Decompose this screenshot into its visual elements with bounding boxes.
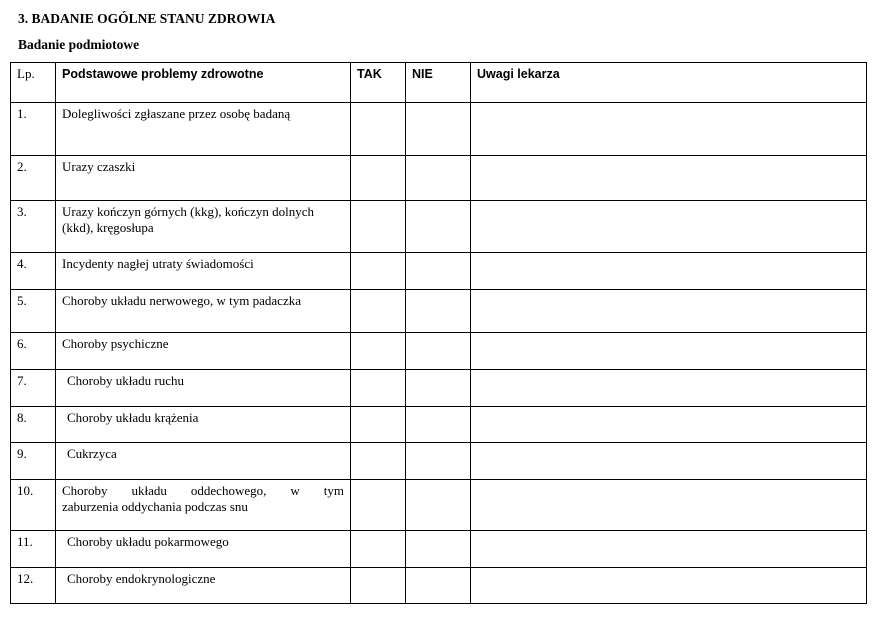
- row-number: 4.: [11, 253, 56, 290]
- nie-cell[interactable]: [406, 480, 471, 531]
- problem-label: Choroby układu ruchu: [56, 370, 351, 407]
- tak-cell[interactable]: [351, 531, 406, 568]
- uwagi-cell[interactable]: [471, 568, 867, 604]
- problem-label-line-2: zaburzenia oddychania podczas snu: [62, 499, 248, 514]
- table-row: [11, 201, 867, 253]
- table-row: [11, 568, 867, 604]
- problem-label: Urazy kończyn górnych (kkg), kończyn dolnych (kkd), kręgosłupa: [56, 201, 351, 253]
- row-number: 2.: [11, 156, 56, 201]
- uwagi-cell[interactable]: [471, 156, 867, 201]
- tak-cell[interactable]: [351, 333, 406, 370]
- table-row: [11, 103, 867, 156]
- problem-label: Choroby układu krążenia: [56, 407, 351, 443]
- uwagi-cell[interactable]: [471, 407, 867, 443]
- tak-cell[interactable]: [351, 568, 406, 604]
- table-row: [11, 407, 867, 443]
- row-number: 6.: [11, 333, 56, 370]
- tak-cell[interactable]: [351, 407, 406, 443]
- problem-label: Dolegliwości zgłaszane przez osobę badaną: [56, 103, 351, 156]
- column-header-tak: TAK: [351, 63, 406, 103]
- nie-cell[interactable]: [406, 156, 471, 201]
- problem-label-line-1: Choroby układu oddechowego, w tym: [62, 483, 344, 498]
- problem-label: Choroby układu pokarmowego: [56, 531, 351, 568]
- nie-cell[interactable]: [406, 253, 471, 290]
- problem-label: Cukrzyca: [56, 443, 351, 480]
- problem-label: Incydenty nagłej utraty świadomości: [56, 253, 351, 290]
- nie-cell[interactable]: [406, 201, 471, 253]
- table-row: [11, 531, 867, 568]
- uwagi-cell[interactable]: [471, 480, 867, 531]
- problem-label: Choroby psychiczne: [56, 333, 351, 370]
- nie-cell[interactable]: [406, 443, 471, 480]
- tak-cell[interactable]: [351, 480, 406, 531]
- uwagi-cell[interactable]: [471, 531, 867, 568]
- problem-label: [56, 480, 351, 531]
- row-number: 12.: [11, 568, 56, 604]
- column-header-uwagi: Uwagi lekarza: [471, 63, 867, 103]
- uwagi-cell[interactable]: [471, 370, 867, 407]
- uwagi-cell[interactable]: [471, 103, 867, 156]
- tak-cell[interactable]: [351, 103, 406, 156]
- table-row: [11, 370, 867, 407]
- uwagi-cell[interactable]: [471, 201, 867, 253]
- table-row: [11, 253, 867, 290]
- row-number: 10.: [11, 480, 56, 531]
- nie-cell[interactable]: [406, 290, 471, 333]
- nie-cell[interactable]: [406, 407, 471, 443]
- nie-cell[interactable]: [406, 568, 471, 604]
- nie-cell[interactable]: [406, 370, 471, 407]
- nie-cell[interactable]: [406, 333, 471, 370]
- table-row: [11, 333, 867, 370]
- problem-label: Urazy czaszki: [56, 156, 351, 201]
- row-number: 1.: [11, 103, 56, 156]
- tak-cell[interactable]: [351, 253, 406, 290]
- row-number: 8.: [11, 407, 56, 443]
- nie-cell[interactable]: [406, 531, 471, 568]
- row-number: 11.: [11, 531, 56, 568]
- column-header-nie: NIE: [406, 63, 471, 103]
- subsection-title: Badanie podmiotowe: [18, 37, 140, 52]
- row-number: 5.: [11, 290, 56, 333]
- table-row: [11, 290, 867, 333]
- problem-label: Choroby endokrynologiczne: [56, 568, 351, 604]
- tak-cell[interactable]: [351, 443, 406, 480]
- health-problems-table: [10, 62, 867, 604]
- table-header-row: [11, 63, 867, 103]
- problem-label: Choroby układu nerwowego, w tym padaczka: [56, 290, 351, 333]
- uwagi-cell[interactable]: [471, 443, 867, 480]
- section-title: 3. BADANIE OGÓLNE STANU ZDROWIA: [18, 11, 276, 26]
- tak-cell[interactable]: [351, 201, 406, 253]
- column-header-lp: Lp.: [11, 63, 56, 103]
- table-row: [11, 443, 867, 480]
- nie-cell[interactable]: [406, 103, 471, 156]
- tak-cell[interactable]: [351, 370, 406, 407]
- row-number: 3.: [11, 201, 56, 253]
- uwagi-cell[interactable]: [471, 333, 867, 370]
- table-row: [11, 156, 867, 201]
- table-row: [11, 480, 867, 531]
- column-header-problem: Podstawowe problemy zdrowotne: [56, 63, 351, 103]
- row-number: 9.: [11, 443, 56, 480]
- tak-cell[interactable]: [351, 156, 406, 201]
- uwagi-cell[interactable]: [471, 253, 867, 290]
- uwagi-cell[interactable]: [471, 290, 867, 333]
- row-number: 7.: [11, 370, 56, 407]
- tak-cell[interactable]: [351, 290, 406, 333]
